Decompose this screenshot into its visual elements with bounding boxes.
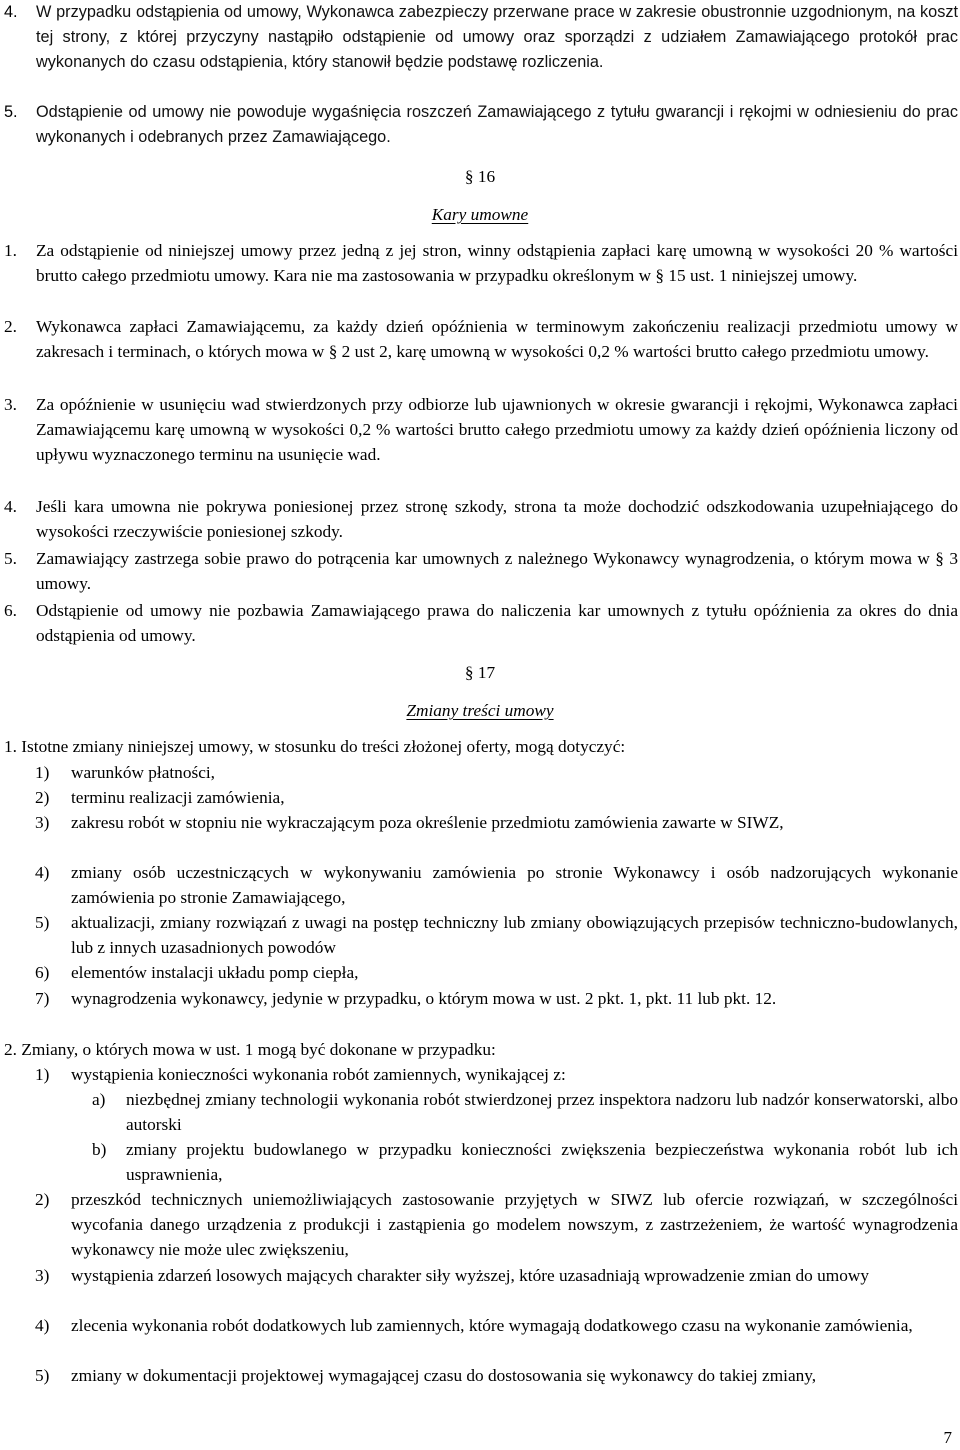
item-number: 3) (35, 1266, 50, 1285)
item-number: 2. (4, 317, 17, 336)
item-text: Za opóźnienie w usunięciu wad stwierdzonych przy odbiorze lub ujawnionych w okresie gwarancji i rękojmi, Wykonawca zapłaci Zamawiającemu karę umowną w wysokości 0,2 % wartości brutto całego przedmiotu umowy za każdy dzień opóźnienia liczony od upływu wyznaczonego terminu na usunięcie wad. (36, 395, 958, 465)
list-item (0, 810, 958, 835)
item-text: Odstąpienie od umowy nie pozbawia Zamawiającego prawa do naliczenia kar umownych z tytułu opóźnienia za okres do dnia odstąpienia od umowy. (36, 601, 958, 646)
item-number: 2) (35, 788, 50, 807)
page-number: 7 (943, 1428, 952, 1447)
section-title: Zmiany treści umowy (406, 701, 554, 720)
item-text: terminu realizacji zamówienia, (71, 788, 285, 807)
list-item (0, 100, 958, 150)
item-text: wynagrodzenia wykonawcy, jedynie w przypadku, o którym mowa w ust. 2 pkt. 1, pkt. 11 lub pkt. 12. (71, 989, 777, 1008)
list-item (0, 546, 958, 596)
list-item (0, 1263, 958, 1288)
list-item (0, 0, 958, 76)
list-item (0, 494, 958, 544)
item-text: Wykonawca zapłaci Zamawiającemu, za każdy dzień opóźnienia w terminowym zakończeniu realizacji przedmiotu umowy w zakresach i terminach, o których mowa w § 2 ust 2, karę umowną w wysokości 0,2 % wartości brutto całego przedmiotu umowy. (36, 317, 958, 362)
item-text: elementów instalacji układu pomp ciepła, (71, 963, 359, 982)
list-item (0, 1062, 958, 1087)
list-item (0, 760, 958, 785)
item-number: 3. (4, 395, 17, 414)
item-text: zmiany projektu budowlanego w przypadku konieczności zwiększenia bezpieczeństwa wykonania robót lub ich usprawnienia, (126, 1140, 958, 1185)
paragraph: 2. Zmiany, o których mowa w ust. 1 mogą być dokonane w przypadku: (4, 1040, 496, 1059)
item-text: zmiany w dokumentacji projektowej wymagającej czasu do dostosowania się wykonawcy do takiej zmiany, (71, 1366, 817, 1385)
item-text: wystąpienia konieczności wykonania robót zamiennych, wynikającej z: (71, 1065, 566, 1084)
item-number: 7) (35, 989, 50, 1008)
item-text: wystąpienia zdarzeń losowych mających charakter siły wyższej, które uzasadniają wprowadzenie zmian do umowy (71, 1266, 869, 1285)
item-text: niezbędnej zmiany technologii wykonania robót stwierdzonej przez inspektora nadzoru lub nadzór konserwatorski, albo autorski (126, 1090, 958, 1135)
item-text: zakresu robót w stopniu nie wykraczającym poza określenie przedmiotu zamówienia zawarte w SIWZ, (71, 813, 784, 832)
item-text: Za odstąpienie od niniejszej umowy przez jedną z jej stron, winny odstąpienia zapłaci karę umowną w wysokości 20 % wartości brutto całego przedmiotu umowy. Kara nie ma zastosowania w przypadku określonym w § 15 ust. 1 niniejszej umowy. (36, 241, 958, 286)
list-item (0, 314, 958, 364)
item-number: 5) (35, 913, 50, 932)
list-item (0, 238, 958, 288)
item-text: Jeśli kara umowna nie pokrywa poniesionej przez stronę szkody, strona ta może dochodzić odszkodowania uzupełniającego do wysokości rzeczywiście poniesionej szkody. (36, 497, 958, 542)
list-item (0, 785, 958, 810)
item-number: 1) (35, 763, 50, 782)
item-number: 1) (35, 1065, 50, 1084)
item-text: Zamawiający zastrzega sobie prawo do potrącenia kar umownych z należnego Wykonawcy wynagrodzenia, o którym mowa w § 3 umowy. (36, 549, 958, 594)
item-number: b) (92, 1140, 107, 1159)
item-number: 1. (4, 241, 17, 260)
item-number: 6) (35, 963, 50, 982)
item-number: 4. (4, 3, 18, 21)
item-text: przeszkód technicznych uniemożliwiających zastosowanie przyjętych w SIWZ lub ofercie rozwiązań, w szczególności wycofania danego urządzenia z produkcji i zastąpienia go modelem nowszym, z zastrzeżeniem, że wartość wynagrodzenia wykonawcy nie może ulec zwiększeniu, (71, 1190, 958, 1260)
item-number: 2) (35, 1190, 50, 1209)
list-item (0, 598, 958, 648)
item-text: Odstąpienie od umowy nie powoduje wygaśnięcia roszczeń Zamawiającego z tytułu gwarancji i rękojmi w odniesieniu do prac wykonanych i odebranych przez Zamawiającego. (36, 103, 958, 147)
item-text: warunków płatności, (71, 763, 215, 782)
item-number: a) (92, 1090, 106, 1109)
item-number: 5) (35, 1366, 50, 1385)
item-number: 4) (35, 863, 50, 882)
paragraph: 1. Istotne zmiany niniejszej umowy, w stosunku do treści złożonej oferty, mogą dotyczyć: (4, 737, 626, 756)
list-item (0, 986, 958, 1011)
list-item (0, 1313, 958, 1338)
section-title: Kary umowne (431, 205, 529, 224)
section-sign: § 17 (464, 663, 496, 682)
item-number: 6. (4, 601, 17, 620)
list-item (0, 1087, 958, 1137)
item-number: 3) (35, 813, 50, 832)
item-number: 5. (4, 103, 18, 121)
item-text: zlecenia wykonania robót dodatkowych lub zamiennych, które wymagają dodatkowego czasu na wykonanie zamówienia, (71, 1316, 913, 1335)
list-item (0, 1187, 958, 1263)
list-item (0, 960, 958, 985)
item-number: 4. (4, 497, 17, 516)
list-item (0, 1137, 958, 1187)
item-number: 4) (35, 1316, 50, 1335)
list-item (0, 910, 958, 960)
list-item (0, 392, 958, 468)
item-number: 5. (4, 549, 17, 568)
item-text: W przypadku odstąpienia od umowy, Wykonawca zabezpieczy przerwane prace w zakresie obustronnie uzgodnionym, na koszt tej strony, z której przyczyny nastąpiło odstąpienie od umowy oraz sporządzi z udziałem Zamawiającego protokół prac wykonanych do czasu odstąpienia, który stanowił będzie podstawę rozliczenia. (36, 3, 958, 72)
list-item (0, 1363, 958, 1388)
item-text: aktualizacji, zmiany rozwiązań z uwagi na postęp techniczny lub zmiany obowiązujących przepisów techniczno-budowlanych, lub z innych uzasadnionych powodów (71, 913, 958, 958)
list-item (0, 860, 958, 910)
item-text: zmiany osób uczestniczących w wykonywaniu zamówienia po stronie Wykonawcy i osób nadzorujących wykonanie zamówienia po stronie Zamawiającego, (71, 863, 958, 908)
section-sign: § 16 (464, 167, 496, 186)
